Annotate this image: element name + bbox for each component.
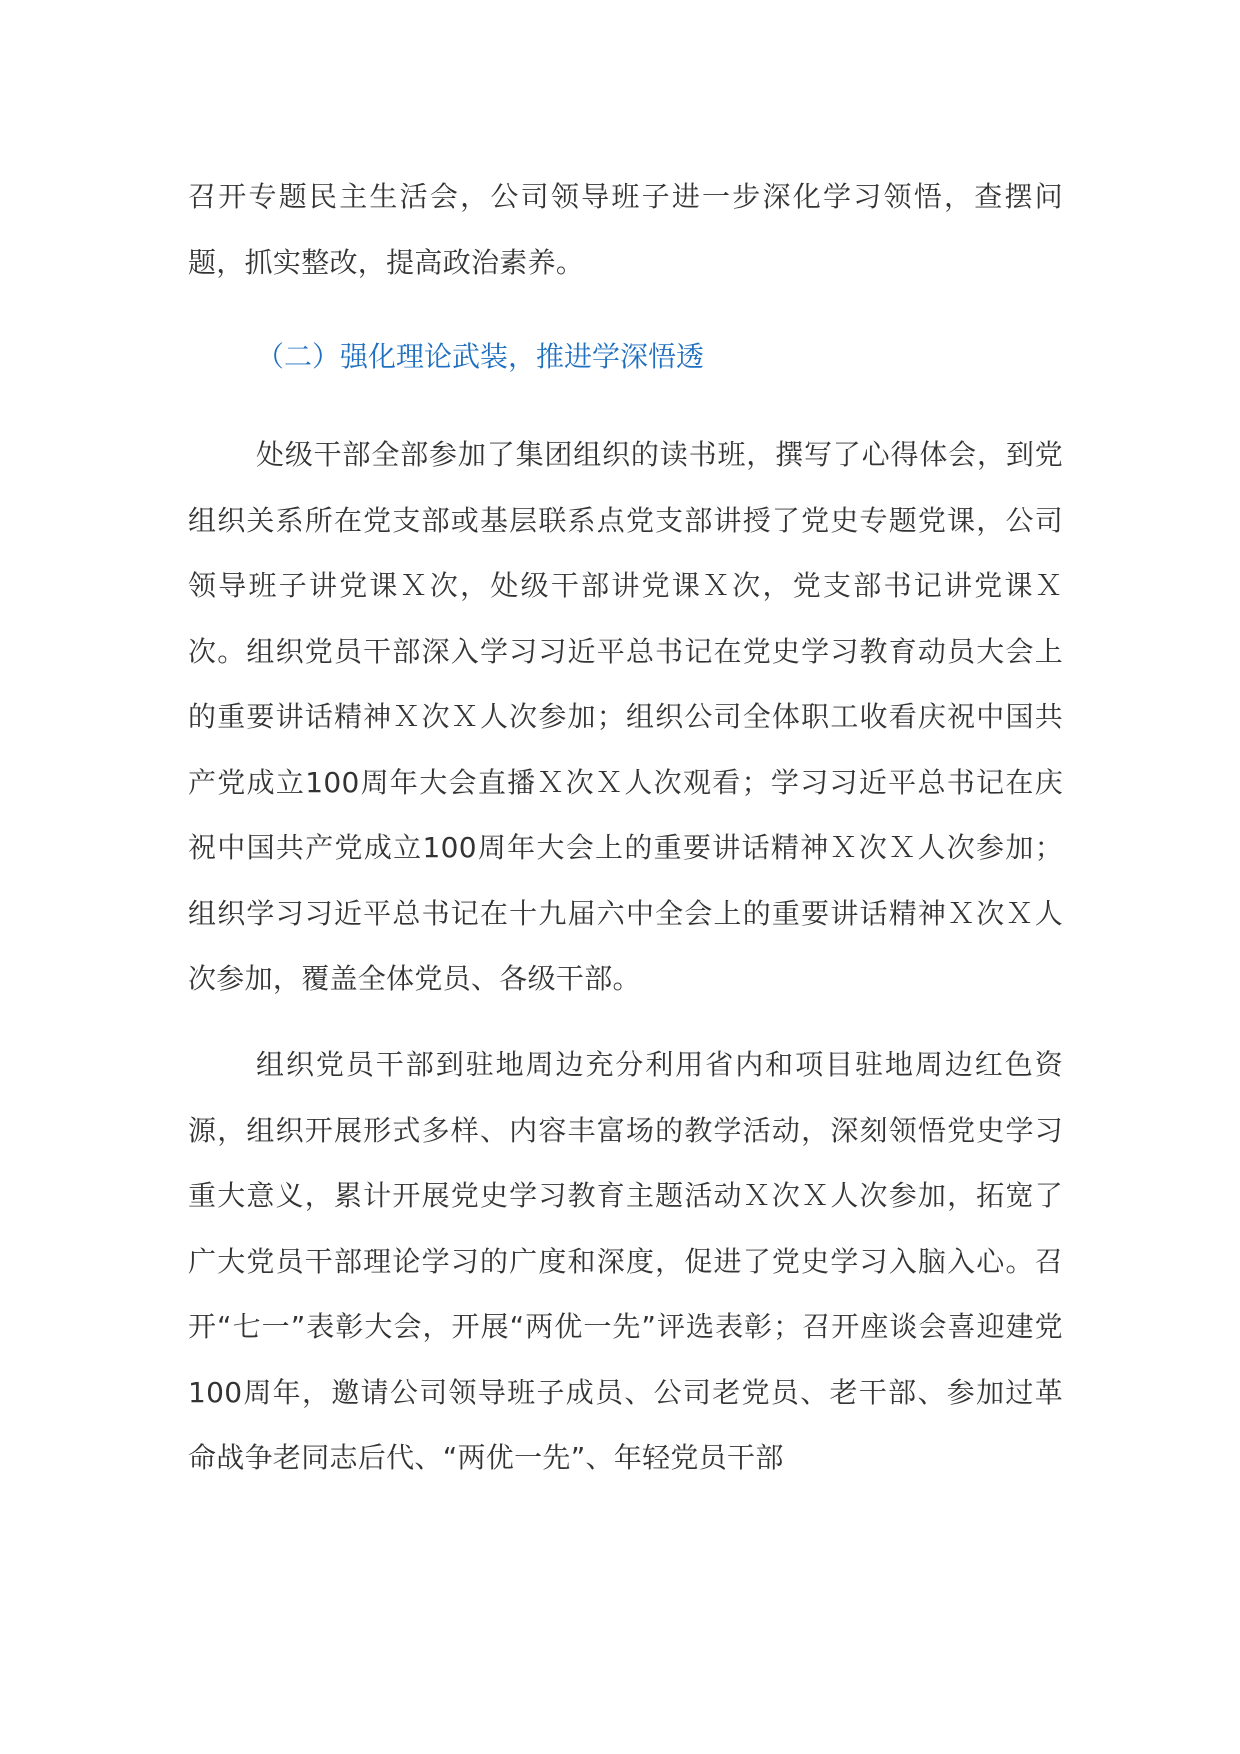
paragraph-red-resources: 组织党员干部到驻地周边充分利用省内和项目驻地周边红色资源，组织开展形式多样、内容丰富场的教学活动，深刻领悟党史学习重大意义，累计开展党史学习教育主题活动Ｘ次Ｘ人次参加，拓宽了广大党员干部理论学习的广度和深度，促进了党史学习入脑入心。召开“七一”表彰大会，开展“两优一先”评选表彰；召开座谈会喜迎建党100周年，邀请公司领导班子成员、公司老党员、老干部、参加过革命战争老同志后代、“两优一先”、年轻党员干部 [188,1048,1063,1474]
paragraph-continuation: 召开专题民主生活会，公司领导班子进一步深化学习领悟，查摆问题，抓实整改，提高政治素养。 [188,180,1063,279]
section-heading: （二）强化理论武装，推进学深悟透 [256,340,705,373]
paragraph-theory-study: 处级干部全部参加了集团组织的读书班，撰写了心得体会，到党组织关系所在党支部或基层联系点党支部讲授了党史专题党课，公司领导班子讲党课Ｘ次，处级干部讲党课Ｘ次，党支部书记讲党课Ｘ次。组织党员干部深入学习习近平总书记在党史学习教育动员大会上的重要讲话精神Ｘ次Ｘ人次参加；组织公司全体职工收看庆祝中国共产党成立100周年大会直播Ｘ次Ｘ人次观看；学习习近平总书记在庆祝中国共产党成立100周年大会上的重要讲话精神Ｘ次Ｘ人次参加；组织学习习近平总书记在十九届六中全会上的重要讲话精神Ｘ次Ｘ人次参加，覆盖全体党员、各级干部。 [188,438,1063,995]
